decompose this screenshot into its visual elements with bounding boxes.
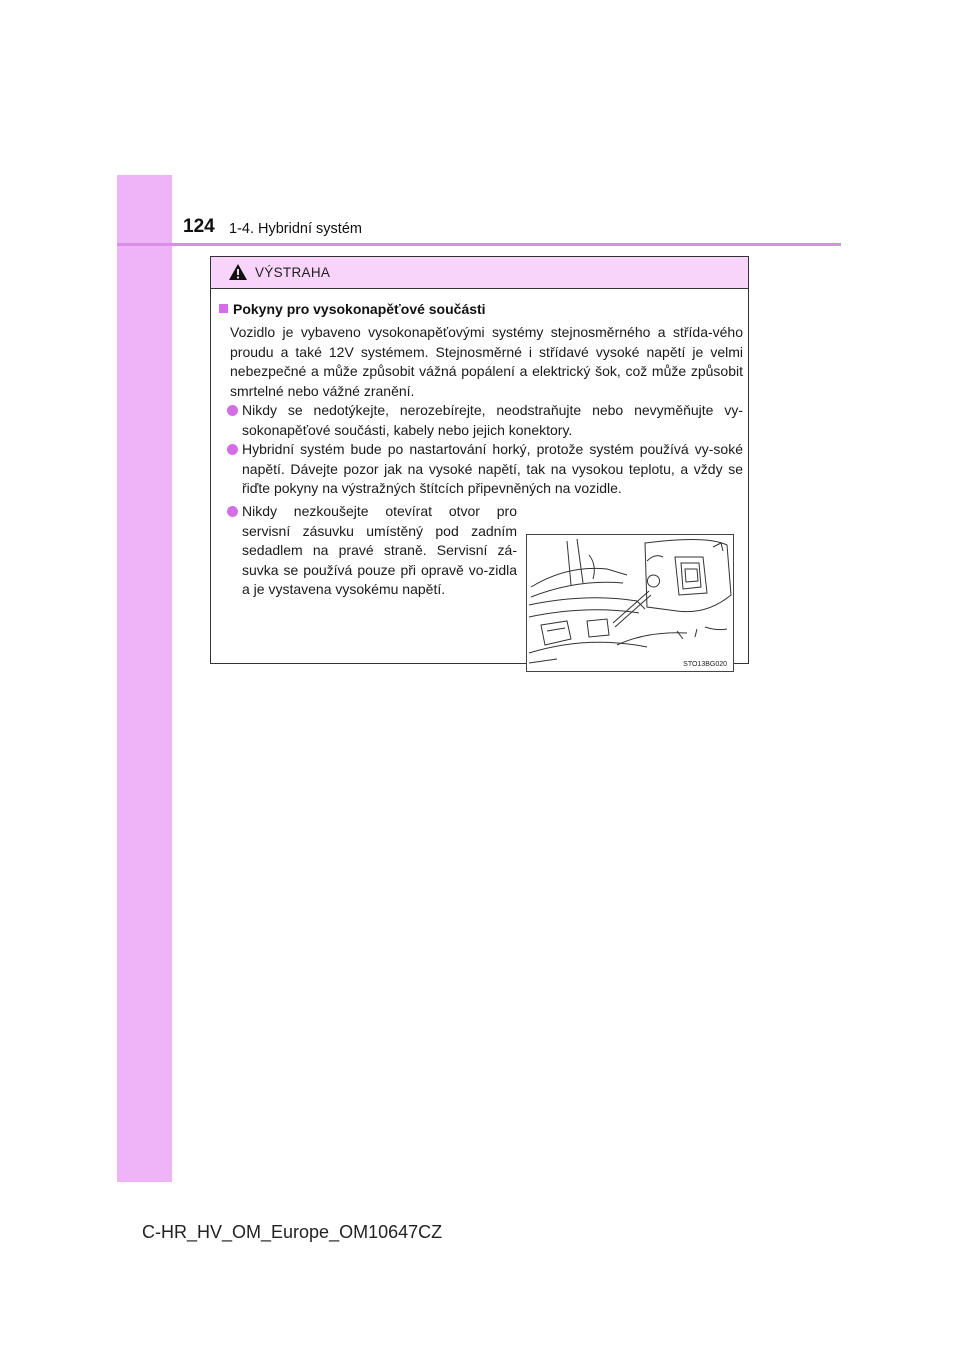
warning-triangle-icon <box>228 263 248 281</box>
warning-box <box>210 256 749 668</box>
warning-bullet-1-text: Nikdy se nedotýkejte, nerozebírejte, neodstraňujte nebo nevyměňujte vy-sokonapěťové součásti, kabely nebo jejich konektory. <box>242 402 743 438</box>
warning-content <box>211 288 748 668</box>
warning-header <box>211 257 748 289</box>
warning-title: VÝSTRAHA <box>255 265 331 280</box>
figure-code: STO13BG020 <box>683 661 727 668</box>
warning-bullet-3 <box>225 502 517 600</box>
warning-bullet-2-text: Hybridní systém bude po nastartování horký, protože systém používá vy-soké napětí. Dávejte pozor jak na vysoké napětí, tak na vysokou teplotu, a vždy se řiďte pokyny na výstražných štítcích připevněných na vozidle. <box>242 441 743 496</box>
page-number: 124 <box>183 216 215 237</box>
service-plug-illustration <box>526 534 734 672</box>
square-bullet-icon <box>219 304 228 313</box>
chapter-sidebar-tab <box>117 175 172 1182</box>
circle-bullet-icon <box>227 444 238 455</box>
rear-seat-drawing <box>527 535 733 671</box>
warning-heading-text: Pokyny pro vysokonapěťové součásti <box>233 301 486 317</box>
circle-bullet-icon <box>227 506 238 517</box>
section-title: 1-4. Hybridní systém <box>229 221 362 237</box>
circle-bullet-icon <box>227 405 238 416</box>
header-divider <box>117 243 841 246</box>
warning-bullet-2 <box>225 440 743 499</box>
warning-bullet-1 <box>225 401 743 440</box>
warning-heading <box>219 301 486 317</box>
warning-intro: Vozidlo je vybaveno vysokonapěťovými systémy stejnosměrného a střída-vého proudu a také 12V systémem. Stejnosměrné i střídavé vysoké napětí je velmi nebezpečné a může způsobit vážná popálení a elektrický šok, což může způsobit smrtelné nebo vážné zranění. <box>230 324 743 399</box>
document-id: C-HR_HV_OM_Europe_OM10647CZ <box>142 1222 443 1242</box>
warning-bullet-3-text: Nikdy nezkoušejte otevírat otvor pro servisní zásuvku umístěný pod zadním sedadlem na pravé straně. Servisní zá-suvka se používá pouze při opravě vo-zidla a je vystavena vysokému napětí. <box>242 503 517 597</box>
